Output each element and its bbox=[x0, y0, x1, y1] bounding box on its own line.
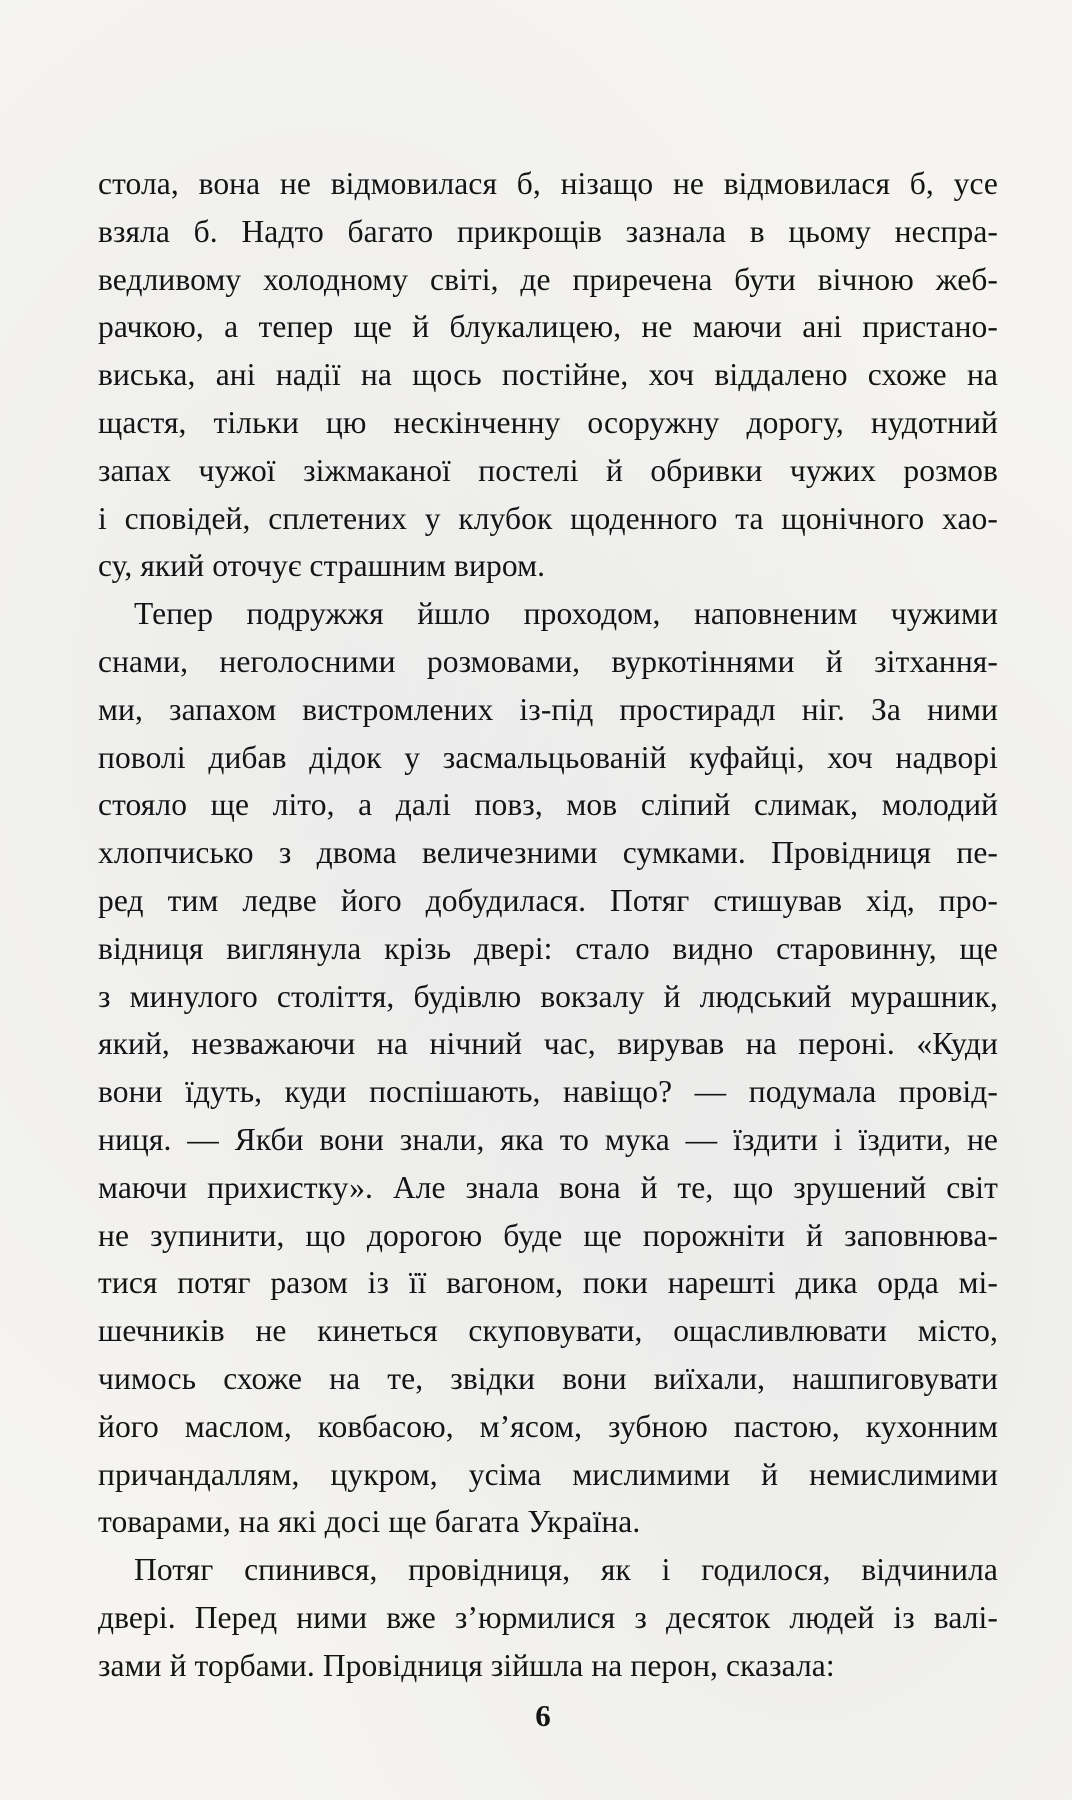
text-line: рачкою, а тепер ще й блукалицею, не маючи ані пристано- bbox=[98, 309, 998, 345]
paragraph bbox=[98, 590, 998, 1546]
text-line: маючи прихистку». Але знала вона й те, що зрушений світ bbox=[98, 1169, 998, 1205]
text-line: який, незважаючи на нічний час, вирував на пероні. «Куди bbox=[98, 1026, 998, 1062]
paragraph bbox=[98, 160, 998, 590]
text-line: з минулого століття, будівлю вокзалу й людський мурашник, bbox=[98, 978, 998, 1014]
text-line: відниця виглянула крізь двері: стало видно старовинну, ще bbox=[98, 930, 998, 966]
text-line: виська, ані надії на щось постійне, хоч віддалено схоже на bbox=[98, 357, 998, 393]
text-line: зами й торбами. Провідниця зійшла на перон, сказала: bbox=[98, 1647, 835, 1683]
text-line: тися потяг разом із її вагоном, поки нарешті дика орда мі- bbox=[98, 1265, 998, 1301]
text-line: і сповідей, сплетених у клубок щоденного та щонічного хао- bbox=[98, 500, 998, 536]
text-line: шечників не кинеться скуповувати, ощасливлювати місто, bbox=[98, 1313, 998, 1349]
text-line: ми, запахом вистромлених із-під простирадл ніг. За ними bbox=[98, 691, 998, 727]
text-line: ред тим ледве його добудилася. Потяг стишував хід, про- bbox=[98, 882, 998, 918]
text-line: ведливому холодному світі, де приречена бути вічною жеб- bbox=[98, 261, 998, 297]
text-line: взяла б. Надто багато прикрощів зазнала в цьому неспра- bbox=[98, 213, 998, 249]
text-line: товарами, на які досі ще багата Україна. bbox=[98, 1504, 641, 1540]
text-line: стояло ще літо, а далі повз, мов сліпий слимак, молодий bbox=[98, 787, 998, 823]
text-line: причандаллям, цукром, усіма мислимими й немислимими bbox=[98, 1456, 998, 1492]
text-line: ниця. — Якби вони знали, яка то мука — їздити і їздити, не bbox=[98, 1121, 998, 1157]
paragraph bbox=[98, 1546, 998, 1689]
text-line: двері. Перед ними вже з’юрмилися з десяток людей із валі- bbox=[98, 1599, 998, 1635]
body-text bbox=[98, 160, 998, 1690]
text-line: не зупинити, що дорогою буде ще порожніти й заповнюва- bbox=[98, 1217, 998, 1253]
text-line: стола, вона не відмовилася б, нізащо не відмовилася б, усе bbox=[98, 166, 998, 201]
text-line: поволі дибав дідок у засмальцьованій куфайці, хоч надворі bbox=[98, 739, 998, 775]
text-line: су, який оточує страшним виром. bbox=[98, 548, 546, 584]
text-line: запах чужої зіжмаканої постелі й обривки чужих розмов bbox=[98, 452, 998, 488]
text-line: щастя, тільки цю нескінченну осоружну дорогу, нудотний bbox=[98, 404, 998, 440]
text-line: Тепер подружжя йшло проходом, наповненим чужими bbox=[134, 596, 998, 632]
text-line: хлопчисько з двома величезними сумками. Провідниця пе- bbox=[98, 835, 998, 871]
page-number: 6 bbox=[535, 1698, 551, 1733]
text-line: Потяг спинився, провідниця, як і годилося, відчинила bbox=[134, 1552, 998, 1588]
text-line: чимось схоже на те, звідки вони виїхали, нашпиговувати bbox=[98, 1360, 998, 1396]
text-line: вони їдуть, куди поспішають, навіщо? — подумала провід- bbox=[98, 1074, 998, 1110]
text-line: снами, неголосними розмовами, вуркотіннями й зітхання- bbox=[98, 643, 998, 679]
text-line: його маслом, ковбасою, м’ясом, зубною пастою, кухонним bbox=[98, 1408, 998, 1444]
